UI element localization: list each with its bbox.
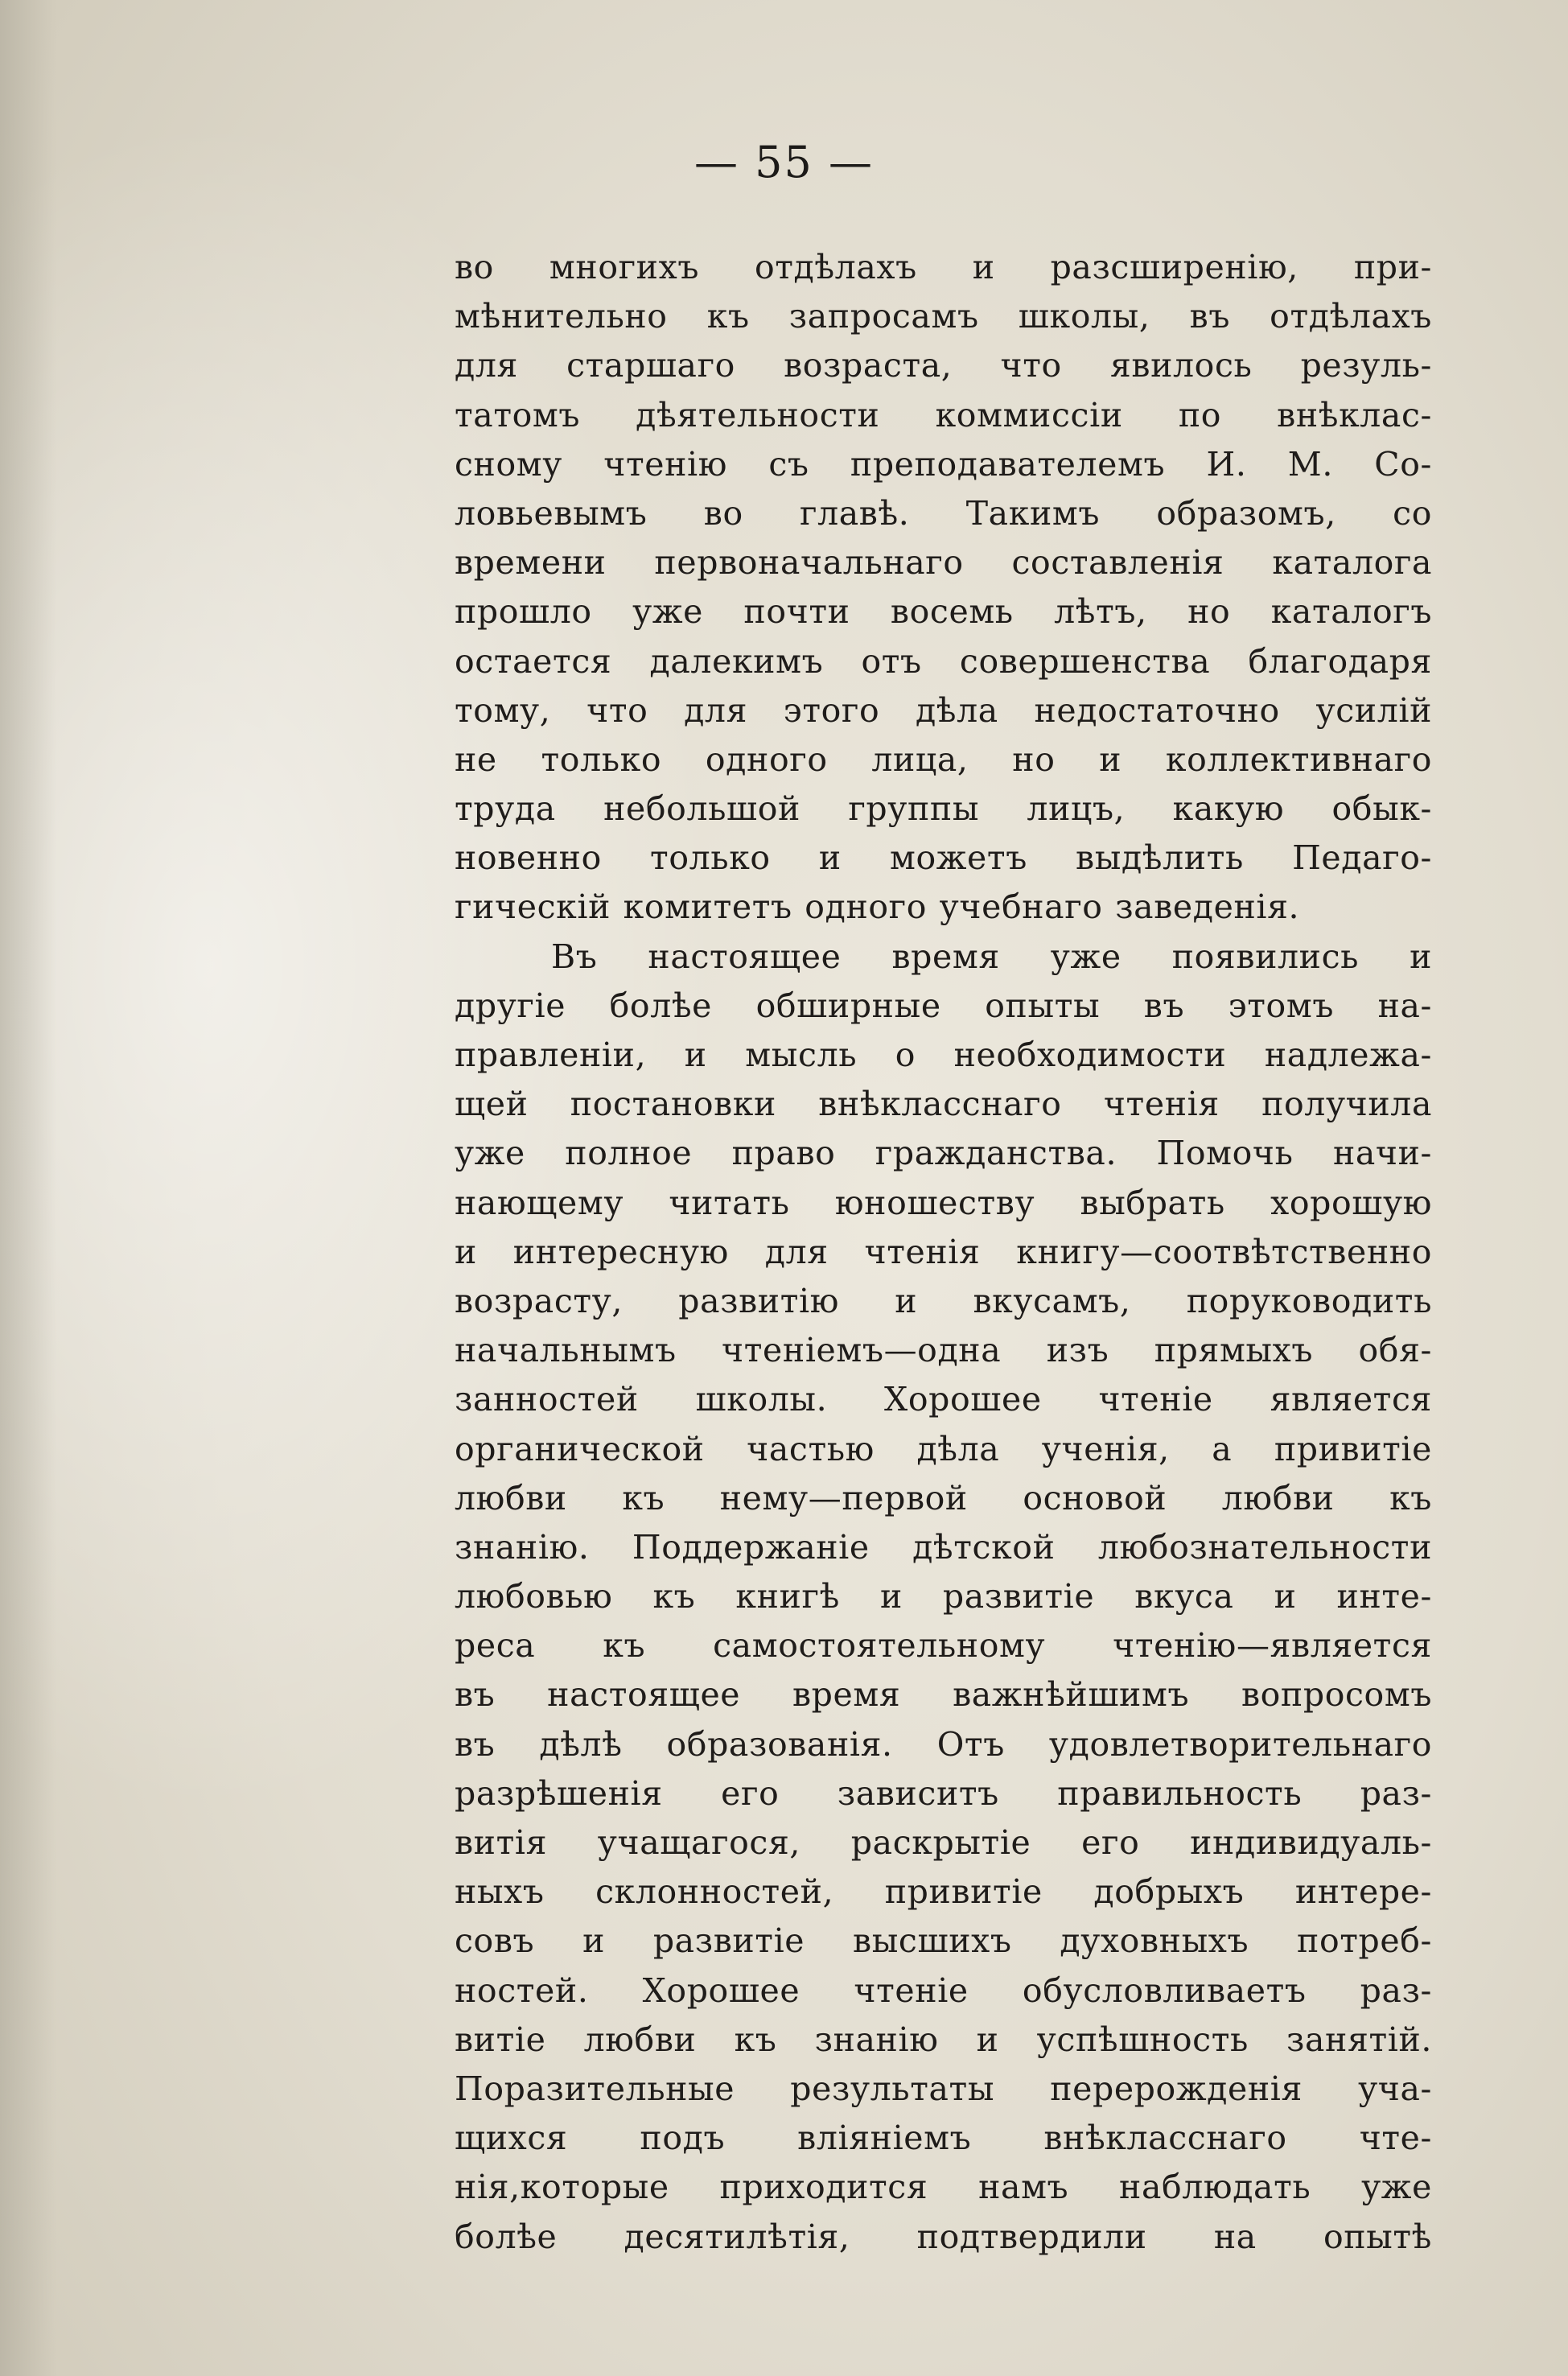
text-line: труда небольшой группы лицъ, какую обык- [455, 789, 1432, 829]
text-line: занностей школы. Хорошее чтеніе является [455, 1380, 1432, 1419]
text-line: тому, что для этого дѣла недостаточно усилій [455, 690, 1432, 730]
text-line: щихся подъ вліяніемъ внѣкласснаго чте- [455, 2119, 1432, 2158]
text-line: Поразительные результаты перерожденія уча- [455, 2069, 1432, 2108]
text-line: во многихъ отдѣлахъ и разсширенію, при- [455, 248, 1432, 286]
text-line: для старшаго возраста, что явилось резуль- [455, 346, 1432, 385]
text-line: и интересную для чтенія книгу—соотвѣтственно [455, 1232, 1432, 1271]
text-line: правленіи, и мысль о необходимости надлежа- [455, 1036, 1432, 1074]
text-line: не только одного лица, но и коллективнаго [455, 739, 1432, 779]
text-line: прошло уже почти восемь лѣтъ, но каталогъ [455, 592, 1432, 632]
text-line: совъ и развитіе высшихъ духовныхъ потреб- [455, 1921, 1432, 1961]
text-line: въ настоящее время важнѣйшимъ вопросомъ [455, 1675, 1432, 1715]
paragraph-start-line: Въ настоящее время уже появились и [551, 937, 1432, 976]
text-line: другіе болѣе обширные опыты въ этомъ на- [455, 986, 1432, 1025]
text-line: витіе любви къ знанію и успѣшность занятій. [455, 2020, 1432, 2059]
text-line: болѣе десятилѣтія, подтвердили на опытѣ [455, 2217, 1432, 2256]
text-line: нающему читать юношеству выбрать хорошую [455, 1183, 1432, 1222]
text-line: органической частью дѣла ученія, а привитіе [455, 1429, 1432, 1468]
text-line: татомъ дѣятельности коммиссіи по внѣклас- [455, 395, 1432, 434]
text-line: сному чтенію съ преподавателемъ И. М. Со- [455, 444, 1432, 484]
text-line: нія,которые приходится намъ наблюдать уже [455, 2168, 1432, 2207]
text-line: времени первоначальнаго составленія каталога [455, 543, 1432, 583]
page-edge-shadow [0, 0, 56, 2376]
text-line: ностей. Хорошее чтеніе обусловливаетъ раз- [455, 1970, 1432, 2010]
text-line: знанію. Поддержаніе дѣтской любознательности [455, 1527, 1432, 1567]
text-line: возрасту, развитію и вкусамъ, поруководить [455, 1281, 1432, 1320]
text-line: мѣнительно къ запросамъ школы, въ отдѣлахъ [455, 297, 1432, 336]
paragraph-end-line: гическій комитетъ одного учебнаго заведенія. [455, 887, 1300, 927]
text-line: щей постановки внѣкласснаго чтенія получила [455, 1085, 1432, 1124]
text-line: любви къ нему—первой основой любви къ [455, 1478, 1432, 1517]
page-number: — 55 — [693, 137, 875, 187]
text-line: разрѣшенія его зависитъ правильность раз- [455, 1773, 1432, 1813]
text-line: начальнымъ чтеніемъ—одна изъ прямыхъ обя- [455, 1331, 1432, 1370]
text-line: любовью къ книгѣ и развитіе вкуса и инте- [455, 1577, 1432, 1616]
text-line: остается далекимъ отъ совершенства благодаря [455, 641, 1432, 681]
text-line: новенно только и можетъ выдѣлить Педаго- [455, 838, 1432, 878]
text-line: уже полное право гражданства. Помочь начи- [455, 1134, 1432, 1173]
text-line: ловьевымъ во главѣ. Такимъ образомъ, со [455, 493, 1432, 533]
text-line: витія учащагося, раскрытіе его индивидуаль- [455, 1823, 1432, 1862]
body-text [455, 243, 1432, 2262]
text-line: ныхъ склонностей, привитіе добрыхъ интере- [455, 1872, 1432, 1912]
text-line: въ дѣлѣ образованія. Отъ удовлетворительнаго [455, 1724, 1432, 1764]
text-line: реса къ самостоятельному чтенію—является [455, 1626, 1432, 1666]
